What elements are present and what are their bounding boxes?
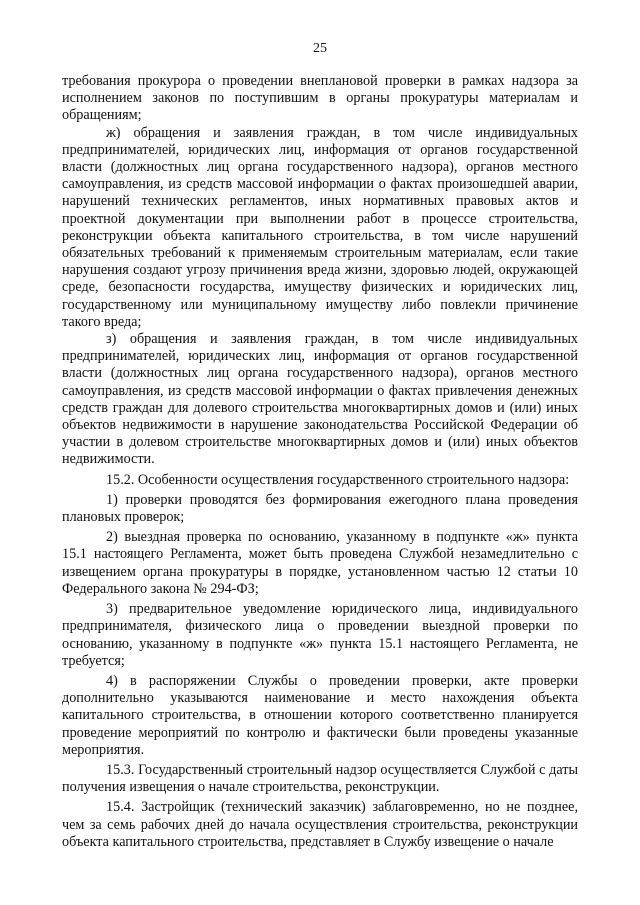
- paragraph-item-z: з) обращения и заявления граждан, в том числе индивидуальных предпринимателей, юридических лиц, информация от органов государственной власти (должностных лиц органа государственного надзора), органов местного самоуправления, из средств массовой информации о фактах привлечения денежных средств граждан для долевого строительства многоквартирных домов и (или) иных объектов недвижимости в нарушение законодательства Российской Федерации об участии в долевом строительстве многоквартирных домов и (или) иных объектов недвижимости.: [62, 331, 578, 468]
- document-body: [62, 73, 578, 851]
- paragraph-15-4: 15.4. Застройщик (технический заказчик) заблаговременно, но не позднее, чем за семь рабочих дней до начала осуществления строительства, реконструкции объекта капитального строительства, представляет в Службу извещение о начале: [62, 799, 578, 850]
- paragraph-prosecutor-requirement: требования прокурора о проведении внеплановой проверки в рамках надзора за исполнением законов по поступившим в органы прокуратуры материалам и обращениям;: [62, 73, 578, 124]
- paragraph-item-zh: ж) обращения и заявления граждан, в том числе индивидуальных предпринимателей, юридических лиц, информация от органов государственной власти (должностных лиц органа государственного надзора), органов местного самоуправления, из средств массовой информации о фактах произошедшей аварии, нарушений технических регламентов, иных нормативных правовых актов и проектной документации при выполнении работ в процессе строительства, реконструкции объекта капитального строительства, в том числе нарушений обязательных требований к применяемым строительным материалам, если такие нарушения создают угрозу причинения вреда жизни, здоровью людей, окружающей среде, безопасности государства, имуществу физических и юридических лиц, государственному или муниципальному имуществу либо повлекли причинение такого вреда;: [62, 124, 578, 330]
- page-number: 25: [313, 41, 327, 56]
- paragraph-15-2: 15.2. Особенности осуществления государственного строительного надзора:: [106, 471, 570, 488]
- paragraph-15-2-item-3: 3) предварительное уведомление юридического лица, индивидуального предпринимателя, физического лица о проведении выездной проверки по основанию, указанному в подпункте «ж» пункта 15.1 настоящего Регламента, не требуется;: [62, 601, 578, 669]
- paragraph-15-2-item-1: 1) проверки проводятся без формирования ежегодного плана проведения плановых проверок;: [62, 491, 578, 526]
- paragraph-15-3: 15.3. Государственный строительный надзор осуществляется Службой с даты получения извещения о начале строительства, реконструкции.: [62, 761, 578, 796]
- paragraph-15-2-item-2: 2) выездная проверка по основанию, указанному в подпункте «ж» пункта 15.1 настоящего Регламента, может быть проведена Службой незамедлительно с извещением органа прокуратуры в порядке, установленном частью 12 статьи 10 Федерального закона № 294-ФЗ;: [62, 529, 578, 597]
- paragraph-15-2-item-4: 4) в распоряжении Службы о проведении проверки, акте проверки дополнительно указываются наименование и место нахождения объекта капитального строительства, в отношении которого соответственно планируется проведение мероприятий по контролю и фактически были проведены указанные мероприятия.: [62, 672, 578, 758]
